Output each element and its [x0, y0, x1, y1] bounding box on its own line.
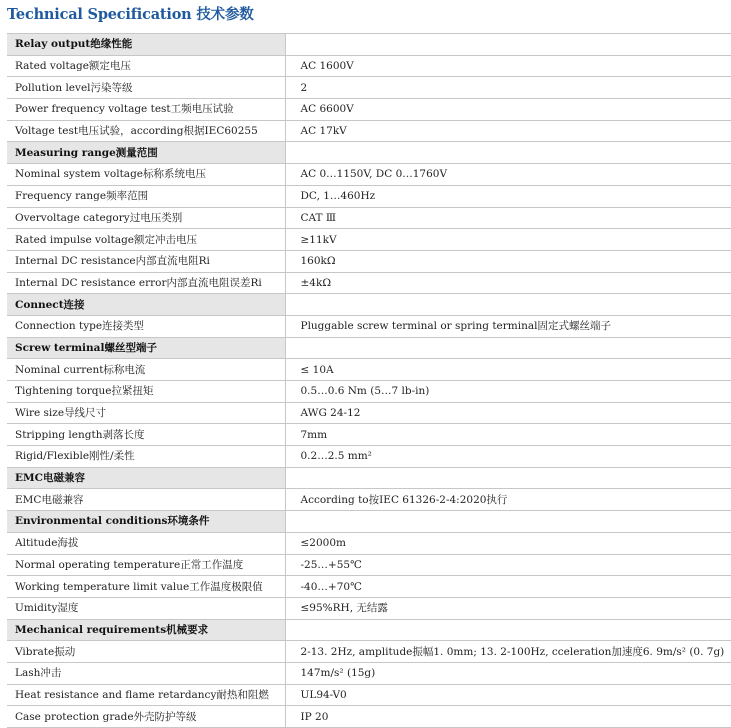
spec-value: AC 17kV	[285, 120, 731, 142]
spec-label: Rigid/Flexible刚性/柔性	[7, 446, 285, 468]
section-title: Measuring range测量范围	[7, 142, 285, 164]
spec-label: Frequency range频率范围	[7, 185, 285, 207]
spec-label: Rated voltage额定电压	[7, 55, 285, 77]
spec-value: IP 20	[285, 706, 731, 728]
table-row	[7, 532, 731, 554]
table-row	[7, 77, 731, 99]
table-row	[7, 576, 731, 598]
table-row	[7, 597, 731, 619]
spec-label: Wire size导线尺寸	[7, 402, 285, 424]
table-row	[7, 315, 731, 337]
spec-value	[285, 511, 731, 533]
section-header-row	[7, 467, 731, 489]
spec-label: Pollution level污染等级	[7, 77, 285, 99]
spec-value	[285, 34, 731, 56]
spec-value: 0.5…0.6 Nm (5…7 lb-in)	[285, 381, 731, 403]
spec-value: ≤2000m	[285, 532, 731, 554]
table-row	[7, 446, 731, 468]
section-title: Screw terminal螺丝型端子	[7, 337, 285, 359]
table-row	[7, 684, 731, 706]
spec-value: AC 0…1150V, DC 0…1760V	[285, 164, 731, 186]
spec-label: Power frequency voltage test工频电压试验	[7, 99, 285, 121]
spec-value: According to按IEC 61326-2-4:2020执行	[285, 489, 731, 511]
spec-table	[7, 33, 731, 728]
table-row	[7, 229, 731, 251]
section-title: Relay output绝缘性能	[7, 34, 285, 56]
spec-label: Altitude海拔	[7, 532, 285, 554]
spec-label: Working temperature limit value工作温度极限值	[7, 576, 285, 598]
table-row	[7, 185, 731, 207]
spec-label: Nominal current标称电流	[7, 359, 285, 381]
spec-label: Voltage test电压试验，according根据IEC60255	[7, 120, 285, 142]
spec-value	[285, 294, 731, 316]
section-title: Mechanical requirements机械要求	[7, 619, 285, 641]
table-row	[7, 706, 731, 728]
spec-value: Pluggable screw terminal or spring terminal固定式螺丝端子	[285, 315, 731, 337]
table-row	[7, 272, 731, 294]
table-row	[7, 489, 731, 511]
spec-value: ≥11kV	[285, 229, 731, 251]
section-header-row	[7, 142, 731, 164]
spec-value: AC 1600V	[285, 55, 731, 77]
spec-label: Stripping length剥落长度	[7, 424, 285, 446]
spec-value: -25…+55℃	[285, 554, 731, 576]
spec-value	[285, 337, 731, 359]
table-row	[7, 120, 731, 142]
table-row	[7, 164, 731, 186]
table-row	[7, 641, 731, 663]
spec-label: Umidity湿度	[7, 597, 285, 619]
spec-label: Tightening torque拉紧扭矩	[7, 381, 285, 403]
spec-label: Rated impulse voltage额定冲击电压	[7, 229, 285, 251]
section-header-row	[7, 294, 731, 316]
spec-value	[285, 142, 731, 164]
page-title: Technical Specification 技术参数	[7, 6, 254, 23]
table-row	[7, 662, 731, 684]
spec-value	[285, 467, 731, 489]
spec-label: Vibrate振动	[7, 641, 285, 663]
spec-value: AWG 24-12	[285, 402, 731, 424]
table-row	[7, 55, 731, 77]
spec-value: 147m/s² (15g)	[285, 662, 731, 684]
spec-value: UL94-V0	[285, 684, 731, 706]
spec-label: Case protection grade外壳防护等级	[7, 706, 285, 728]
spec-value: ±4kΩ	[285, 272, 731, 294]
spec-value: 0.2…2.5 mm²	[285, 446, 731, 468]
section-header-row	[7, 619, 731, 641]
spec-value: ≤ 10A	[285, 359, 731, 381]
section-header-row	[7, 337, 731, 359]
spec-label: Nominal system voltage标称系统电压	[7, 164, 285, 186]
spec-value: 7mm	[285, 424, 731, 446]
table-row	[7, 250, 731, 272]
spec-value: -40…+70℃	[285, 576, 731, 598]
spec-value: 160kΩ	[285, 250, 731, 272]
spec-label: Internal DC resistance error内部直流电阻误差Ri	[7, 272, 285, 294]
spec-value: 2	[285, 77, 731, 99]
table-row	[7, 99, 731, 121]
spec-label: Heat resistance and flame retardancy耐热和阻燃	[7, 684, 285, 706]
spec-label: Overvoltage category过电压类别	[7, 207, 285, 229]
spec-value: DC, 1…460Hz	[285, 185, 731, 207]
table-row	[7, 359, 731, 381]
section-header-row	[7, 34, 731, 56]
table-row	[7, 381, 731, 403]
spec-value	[285, 619, 731, 641]
section-title: EMC电磁兼容	[7, 467, 285, 489]
table-row	[7, 424, 731, 446]
spec-label: Normal operating temperature正常工作温度	[7, 554, 285, 576]
spec-value: 2-13. 2Hz, amplitude振幅1. 0mm; 13. 2-100Hz, cceleration加速度6. 9m/s² (0. 7g)	[285, 641, 731, 663]
table-row	[7, 554, 731, 576]
section-header-row	[7, 511, 731, 533]
spec-table-body	[7, 34, 731, 728]
spec-value: AC 6600V	[285, 99, 731, 121]
spec-label: Connection type连接类型	[7, 315, 285, 337]
spec-label: Lash冲击	[7, 662, 285, 684]
section-title: Connect连接	[7, 294, 285, 316]
table-row	[7, 207, 731, 229]
spec-value: ≤95%RH, 无结露	[285, 597, 731, 619]
spec-label: EMC电磁兼容	[7, 489, 285, 511]
section-title: Environmental conditions环境条件	[7, 511, 285, 533]
spec-label: Internal DC resistance内部直流电阻Ri	[7, 250, 285, 272]
table-row	[7, 402, 731, 424]
spec-value: CAT Ⅲ	[285, 207, 731, 229]
